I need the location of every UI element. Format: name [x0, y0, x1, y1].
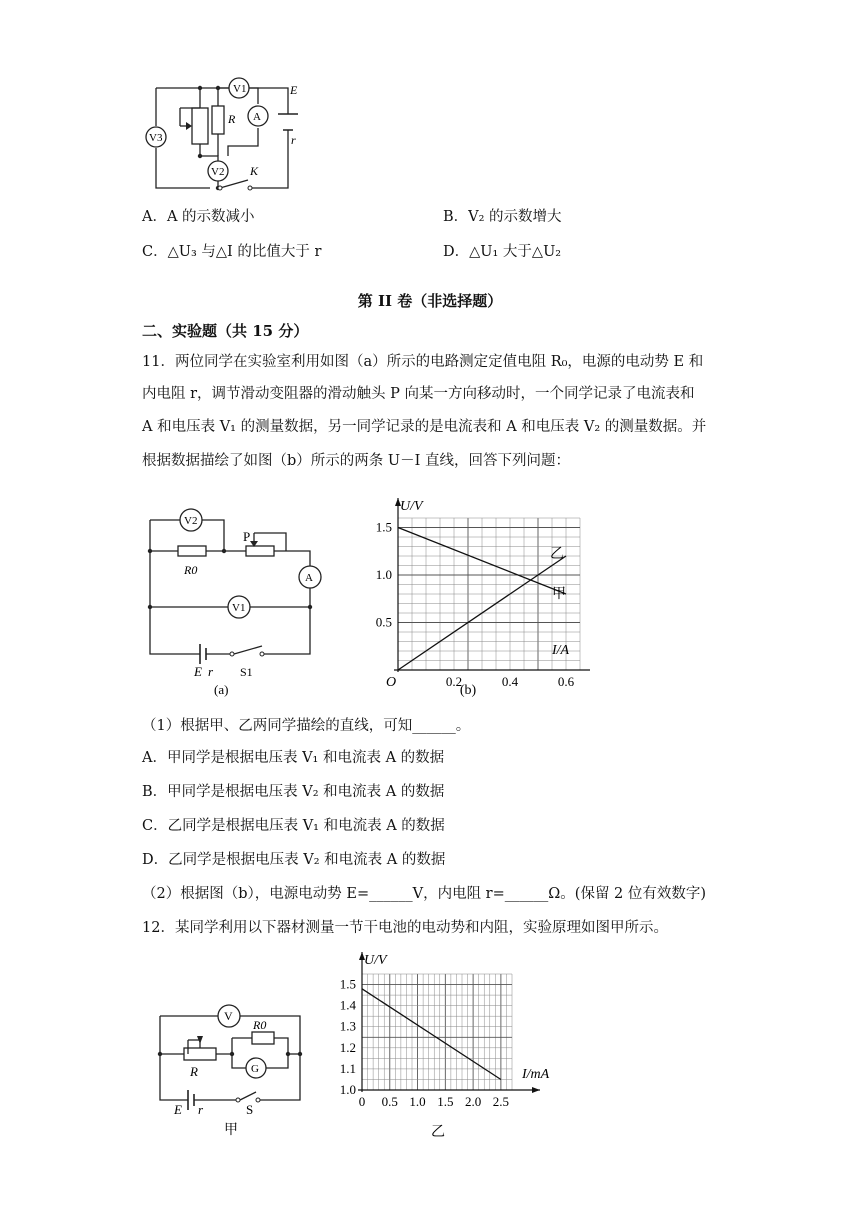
x-tick-label: 1.5 — [437, 1094, 454, 1109]
x-tick-label: 1.0 — [409, 1094, 426, 1109]
x-axis-label: I/mA — [522, 1067, 550, 1082]
q11-option-d: D．乙同学是根据电压表 V₂ 和电流表 A 的数据 — [142, 852, 446, 868]
q11-text-line2: 内电阻 r，调节滑动变阻器的滑动触头 P 向某一方向移动时，一个同学记录了电流表和 — [142, 386, 695, 402]
graph-caption: (b) — [459, 683, 477, 698]
q10-v1-label: V1 — [233, 83, 247, 95]
q10-option-d: D．△U₁ 大于△U₂ — [443, 244, 562, 260]
y-tick-label: 1.0 — [375, 567, 392, 582]
q10-option-b: B．V₂ 的示数增大 — [443, 209, 562, 225]
y-tick-label: 0.5 — [375, 614, 392, 630]
q10-v2-label: V2 — [211, 166, 225, 178]
y-tick-label: 1.1 — [339, 1060, 356, 1076]
q12-text-line1: 12．某同学利用以下器材测量一节干电池的电动势和内阻，实验原理如图甲所示。 — [142, 920, 668, 936]
q12-circuit-diagram — [150, 1000, 320, 1140]
q10-rint-label: r — [291, 133, 296, 147]
series-line-1 — [362, 989, 501, 1080]
x-tick-label: 0.4 — [501, 674, 519, 689]
y-tick-label: 1.4 — [339, 997, 356, 1013]
q12-circuit-caption: 甲 — [224, 1123, 238, 1138]
y-tick-label: 1.3 — [339, 1018, 356, 1034]
x-axis-label: I/A — [552, 643, 570, 658]
q10-v3-label: V3 — [149, 132, 163, 144]
x-tick-label: 0.5 — [381, 1094, 398, 1109]
q11-r-label: r — [208, 664, 214, 679]
q10-circuit-diagram — [140, 68, 310, 194]
y-tick-label: 1.2 — [339, 1039, 356, 1055]
series-label-1: 甲 — [552, 587, 566, 602]
q12-ui-graph — [330, 950, 560, 1140]
q11-text-line1: 11．两位同学在实验室利用如图（a）所示的电路测定定值电阻 R₀，电源的电动势 E 和 — [142, 354, 704, 370]
q10-option-a: A．A 的示数减小 — [142, 209, 255, 225]
series-label-2: 乙 — [550, 547, 564, 562]
q11-option-a: A．甲同学是根据电压表 V₁ 和电流表 A 的数据 — [142, 750, 445, 766]
q12-g-label: G — [251, 1063, 259, 1075]
x-tick-label: 0.2 — [445, 674, 463, 689]
q11-ui-graph — [360, 494, 590, 700]
q12-r-label: r — [198, 1102, 204, 1117]
q11-s1-label: S1 — [240, 665, 253, 679]
x-axis-arrow — [532, 1087, 540, 1093]
q11-e-label: E — [194, 664, 202, 679]
q11-text-line4: 根据数据描绘了如图（b）所示的两条 U－I 直线，回答下列问题： — [142, 453, 570, 469]
x-tick-label: 2.0 — [464, 1094, 482, 1109]
q11-v1-label: V1 — [232, 602, 246, 614]
section-title: 第 II 卷（非选择题） — [357, 292, 503, 310]
y-tick-label: 1.5 — [339, 976, 356, 992]
y-tick-label: 1.5 — [375, 519, 392, 535]
q10-option-c: C．△U₃ 与△I 的比值大于 r — [142, 244, 322, 260]
graph-caption: 乙 — [431, 1125, 445, 1140]
origin-label: O — [386, 675, 397, 690]
q12-e-label: E — [174, 1102, 182, 1117]
q11-circuit-caption: (a) — [214, 682, 229, 697]
q10-e-label: E — [290, 83, 298, 97]
q11-text-line3: A 和电压表 V₁ 的测量数据，另一同学记录的是电流表和 A 和电压表 V₂ 的测量数据。并 — [142, 419, 707, 435]
y-axis-label: U/V — [364, 953, 387, 968]
q10-r-label: R — [228, 112, 236, 126]
q11-sub1: （1）根据甲、乙两同学描绘的直线，可知______。 — [142, 718, 471, 734]
x-tick-label: 0.6 — [557, 674, 575, 689]
q12-r0-label: R0 — [253, 1018, 267, 1032]
q12-s-label: S — [246, 1102, 254, 1117]
section-subtitle: 二、实验题（共 15 分） — [142, 322, 309, 340]
q11-p-label: P — [243, 529, 251, 544]
q11-sub2: （2）根据图（b），电源电动势 E=______V，内电阻 r=______Ω。(保留 2 位有效数字) — [142, 886, 707, 902]
y-tick-label: 1.0 — [339, 1082, 356, 1097]
q12-v-label: V — [224, 1009, 233, 1023]
q11-circuit-diagram — [140, 500, 330, 700]
q10-k-label: K — [250, 164, 259, 178]
q11-v2-label: V2 — [184, 515, 198, 527]
y-axis-label: U/V — [400, 499, 423, 514]
q11-option-b: B．甲同学是根据电压表 V₂ 和电流表 A 的数据 — [142, 784, 445, 800]
q11-r0-label: R0 — [184, 563, 198, 577]
q11-option-c: C．乙同学是根据电压表 V₁ 和电流表 A 的数据 — [142, 818, 445, 834]
q11-a-label: A — [305, 572, 313, 584]
q12-rvar-label: R — [190, 1064, 198, 1079]
x-tick-label: 2.5 — [492, 1094, 510, 1109]
q10-a-label: A — [253, 111, 261, 123]
x-tick-label: 0 — [358, 1094, 366, 1109]
